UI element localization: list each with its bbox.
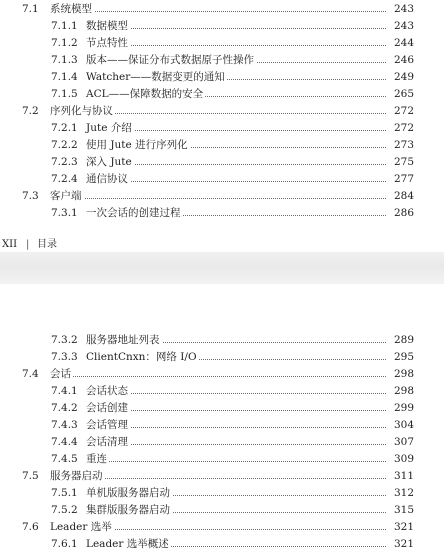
section-number: 7.1.2 xyxy=(51,37,78,49)
section-title: 会话管理 xyxy=(86,416,130,434)
page-number: 246 xyxy=(393,51,414,69)
leader-dots xyxy=(50,198,386,199)
toc-entry-7-2-3 xyxy=(0,153,444,171)
toc-entry-7-1-5 xyxy=(0,85,444,103)
page-number: 315 xyxy=(393,501,414,519)
section-number: 7.4.3 xyxy=(51,419,78,431)
toc-entry-7-2-1 xyxy=(0,119,444,137)
toc-entry-7-3-1 xyxy=(0,204,444,222)
page-number: 304 xyxy=(393,416,414,434)
section-title: 集群版服务器启动 xyxy=(86,501,172,519)
section-number: 7.2.1 xyxy=(51,122,78,134)
toc-entry-7-2 xyxy=(0,102,444,120)
leader-dots xyxy=(86,45,386,46)
section-title: 客户端 xyxy=(50,187,84,205)
footer-label: 目录 xyxy=(37,239,57,250)
section-number: 7.4.1 xyxy=(51,385,78,397)
toc-entry-7-5-2 xyxy=(0,501,444,519)
section-title: Leader 选举概述 xyxy=(86,535,171,553)
section-number: 7.5.1 xyxy=(51,487,78,499)
toc-entry-7-1-2 xyxy=(0,34,444,52)
section-title: 会话创建 xyxy=(86,399,130,417)
section-title: 序列化与协议 xyxy=(50,102,115,120)
page-footer xyxy=(0,237,444,253)
section-number: 7.6 xyxy=(22,521,39,533)
toc-entry-7-2-4 xyxy=(0,170,444,188)
toc-entry-7-6 xyxy=(0,518,444,536)
section-title: Leader 选举 xyxy=(50,518,114,536)
page-number: 272 xyxy=(393,102,414,120)
page-number: 273 xyxy=(393,136,414,154)
toc-entry-7-5-1 xyxy=(0,484,444,502)
section-title: 深入 Jute xyxy=(86,153,134,171)
page-number: 289 xyxy=(393,331,414,349)
section-number: 7.4.5 xyxy=(51,453,78,465)
section-title: 会话状态 xyxy=(86,382,130,400)
page-number: 243 xyxy=(393,17,414,35)
section-number: 7.5.2 xyxy=(51,504,78,516)
toc-page-bottom xyxy=(0,284,444,550)
section-title: ClientCnxn：网络 I/O xyxy=(86,348,199,366)
page-gap xyxy=(0,252,444,284)
toc-entry-7-1-4 xyxy=(0,68,444,86)
toc-entry-7-4-1 xyxy=(0,382,444,400)
section-number: 7.2.3 xyxy=(51,156,78,168)
section-title: 服务器启动 xyxy=(50,467,105,485)
section-title: 会话 xyxy=(50,365,73,383)
page-number: 309 xyxy=(393,450,414,468)
page-number: 312 xyxy=(393,484,414,502)
section-title: 会话清理 xyxy=(86,433,130,451)
page-number: 298 xyxy=(393,365,414,383)
page-number: 284 xyxy=(393,187,414,205)
page-number: 265 xyxy=(393,85,414,103)
section-number: 7.1.3 xyxy=(51,54,78,66)
toc-entry-7-6-1 xyxy=(0,535,444,553)
section-number: 7.2.4 xyxy=(51,173,78,185)
section-title: 服务器地址列表 xyxy=(86,331,162,349)
section-title: 通信协议 xyxy=(86,170,130,188)
page-number: 321 xyxy=(393,518,414,536)
section-title: 数据模型 xyxy=(86,17,130,35)
toc-entry-7-1-1 xyxy=(0,17,444,35)
page-number: 321 xyxy=(393,535,414,553)
leader-dots xyxy=(86,410,386,411)
leader-dots xyxy=(86,181,386,182)
toc-entry-7-4-2 xyxy=(0,399,444,417)
section-title: 单机版服务器启动 xyxy=(86,484,172,502)
section-number: 7.1.4 xyxy=(51,71,78,83)
section-number: 7.2 xyxy=(22,105,39,117)
section-number: 7.3.3 xyxy=(51,351,78,363)
toc-entry-7-1 xyxy=(0,0,444,18)
toc-entry-7-2-2 xyxy=(0,136,444,154)
section-number: 7.1.1 xyxy=(51,20,78,32)
toc-entry-7-4 xyxy=(0,365,444,383)
leader-dots xyxy=(86,444,386,445)
page-number: 275 xyxy=(393,153,414,171)
section-title: ACL——保障数据的安全 xyxy=(86,85,205,103)
toc-entry-7-4-4 xyxy=(0,433,444,451)
section-title: 一次会话的创建过程 xyxy=(86,204,183,222)
toc-entry-7-3-2 xyxy=(0,331,444,349)
page-number: 249 xyxy=(393,68,414,86)
page-number: 298 xyxy=(393,382,414,400)
leader-dots xyxy=(50,11,386,12)
page-number: 244 xyxy=(393,34,414,52)
toc-entry-7-4-5 xyxy=(0,450,444,468)
section-number: 7.1.5 xyxy=(51,88,78,100)
leader-dots xyxy=(86,427,386,428)
page-number: 272 xyxy=(393,119,414,137)
page-number: 311 xyxy=(393,467,414,485)
section-number: 7.4.2 xyxy=(51,402,78,414)
toc-entry-7-3 xyxy=(0,187,444,205)
section-number: 7.2.2 xyxy=(51,139,78,151)
section-title: 系统模型 xyxy=(50,0,94,18)
footer-separator: | xyxy=(26,239,30,250)
page-number: 307 xyxy=(393,433,414,451)
page-number: 243 xyxy=(393,0,414,18)
section-number: 7.3 xyxy=(22,190,39,202)
section-title: 版本——保证分布式数据原子性操作 xyxy=(86,51,256,69)
leader-dots xyxy=(50,376,386,377)
section-number: 7.5 xyxy=(22,470,39,482)
section-number: 7.3.2 xyxy=(51,334,78,346)
leader-dots xyxy=(86,461,386,462)
page-number: 286 xyxy=(393,204,414,222)
leader-dots xyxy=(86,393,386,394)
page-number: 295 xyxy=(393,348,414,366)
page-number: 277 xyxy=(393,170,414,188)
section-number: 7.4 xyxy=(22,368,39,380)
section-number: 7.1 xyxy=(22,3,39,15)
section-title: 使用 Jute 进行序列化 xyxy=(86,136,190,154)
section-title: Jute 介绍 xyxy=(86,119,134,137)
section-number: 7.6.1 xyxy=(51,538,78,550)
section-title: Watcher——数据变更的通知 xyxy=(86,68,227,86)
toc-entry-7-5 xyxy=(0,467,444,485)
section-title: 重连 xyxy=(86,450,109,468)
page-number: 299 xyxy=(393,399,414,417)
section-number: 7.4.4 xyxy=(51,436,78,448)
section-number: 7.3.1 xyxy=(51,207,78,219)
toc-entry-7-1-3 xyxy=(0,51,444,69)
footer-page-number: XII xyxy=(2,239,18,250)
toc-entry-7-4-3 xyxy=(0,416,444,434)
leader-dots xyxy=(86,28,386,29)
section-title: 节点特性 xyxy=(86,34,130,52)
toc-entry-7-3-3 xyxy=(0,348,444,366)
toc-page-top xyxy=(0,0,444,252)
